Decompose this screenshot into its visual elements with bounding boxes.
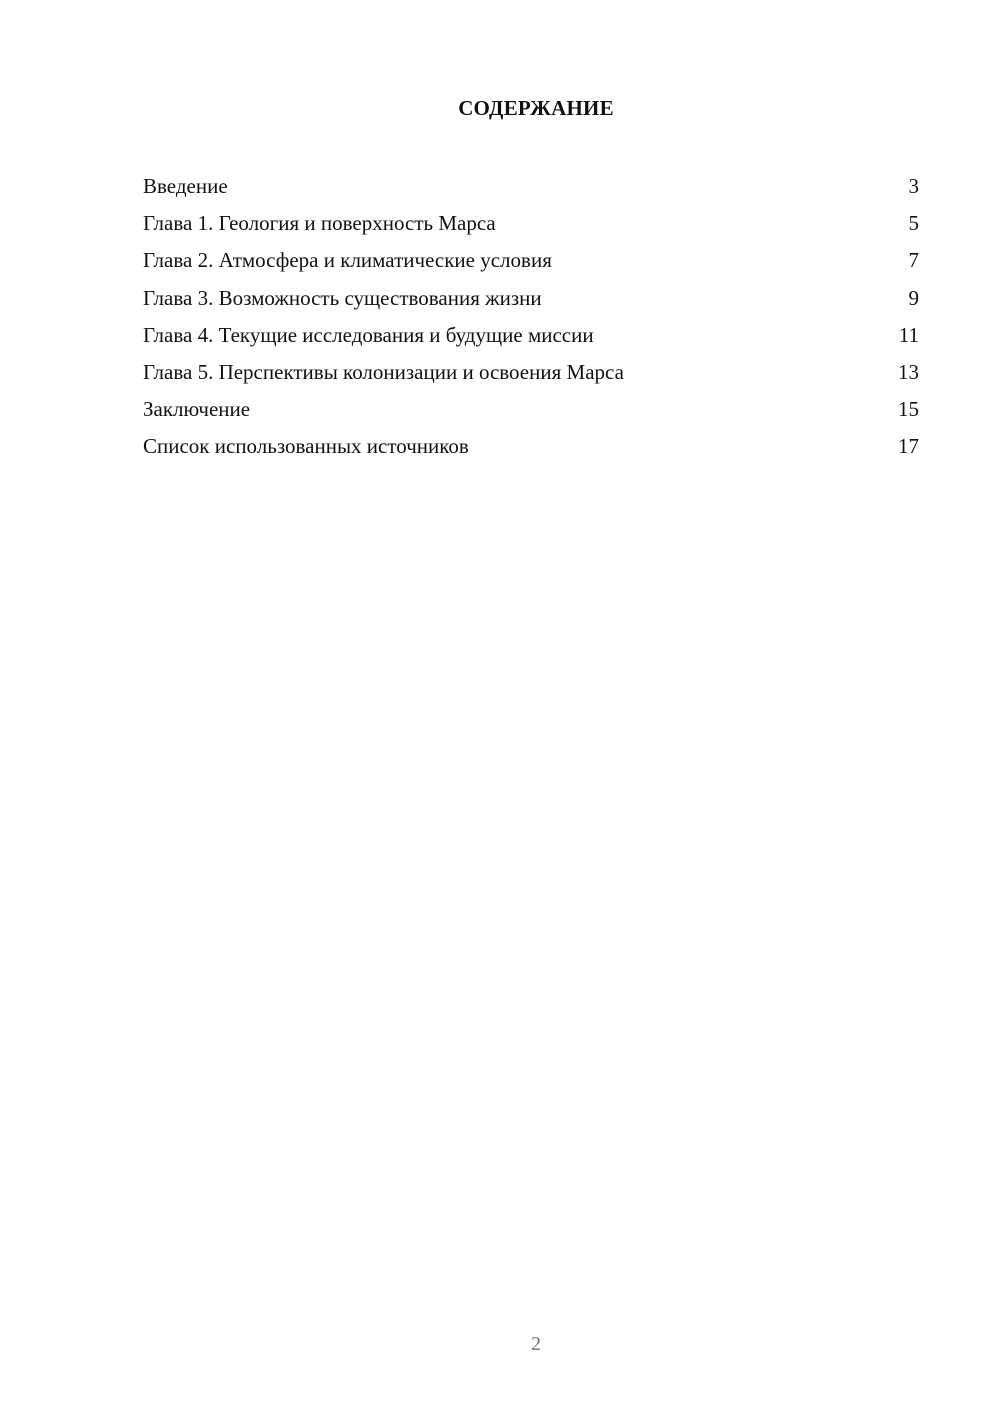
toc-entry-page-number: 15 bbox=[898, 397, 919, 422]
toc-entry-introduction[interactable] bbox=[143, 168, 919, 205]
toc-entry-chapter-3[interactable] bbox=[143, 280, 919, 317]
toc-entry-page-number: 5 bbox=[908, 211, 919, 236]
toc-entry-title: Заключение bbox=[143, 397, 251, 422]
toc-entry-chapter-1[interactable] bbox=[143, 205, 919, 242]
toc-entry-chapter-2[interactable] bbox=[143, 242, 919, 279]
page-number: 2 bbox=[531, 1333, 541, 1355]
toc-entry-page-number: 17 bbox=[898, 434, 919, 459]
toc-entry-title: Список использованных источников bbox=[143, 434, 469, 459]
toc-entry-page-number: 9 bbox=[908, 285, 919, 310]
toc-entry-page-number: 13 bbox=[898, 359, 919, 384]
toc-entry-page-number: 7 bbox=[908, 248, 919, 273]
toc-entry-chapter-5[interactable] bbox=[143, 354, 919, 391]
table-of-contents bbox=[143, 168, 919, 466]
toc-entry-title: Глава 5. Перспективы колонизации и освоения Марса bbox=[143, 359, 624, 384]
toc-entry-page-number: 3 bbox=[908, 174, 919, 198]
toc-entry-title: Глава 2. Атмосфера и климатические условия bbox=[143, 248, 552, 273]
toc-entry-title: Глава 3. Возможность существования жизни bbox=[143, 285, 542, 310]
toc-entry-chapter-4[interactable] bbox=[143, 317, 919, 354]
toc-entry-page-number: 11 bbox=[898, 322, 919, 347]
toc-entry-title: Введение bbox=[143, 174, 228, 198]
toc-heading: СОДЕРЖАНИЕ bbox=[458, 96, 614, 120]
toc-entry-title: Глава 4. Текущие исследования и будущие миссии bbox=[143, 322, 594, 347]
toc-entry-references[interactable] bbox=[143, 428, 919, 465]
toc-entry-title: Глава 1. Геология и поверхность Марса bbox=[143, 211, 496, 236]
toc-entry-conclusion[interactable] bbox=[143, 391, 919, 428]
